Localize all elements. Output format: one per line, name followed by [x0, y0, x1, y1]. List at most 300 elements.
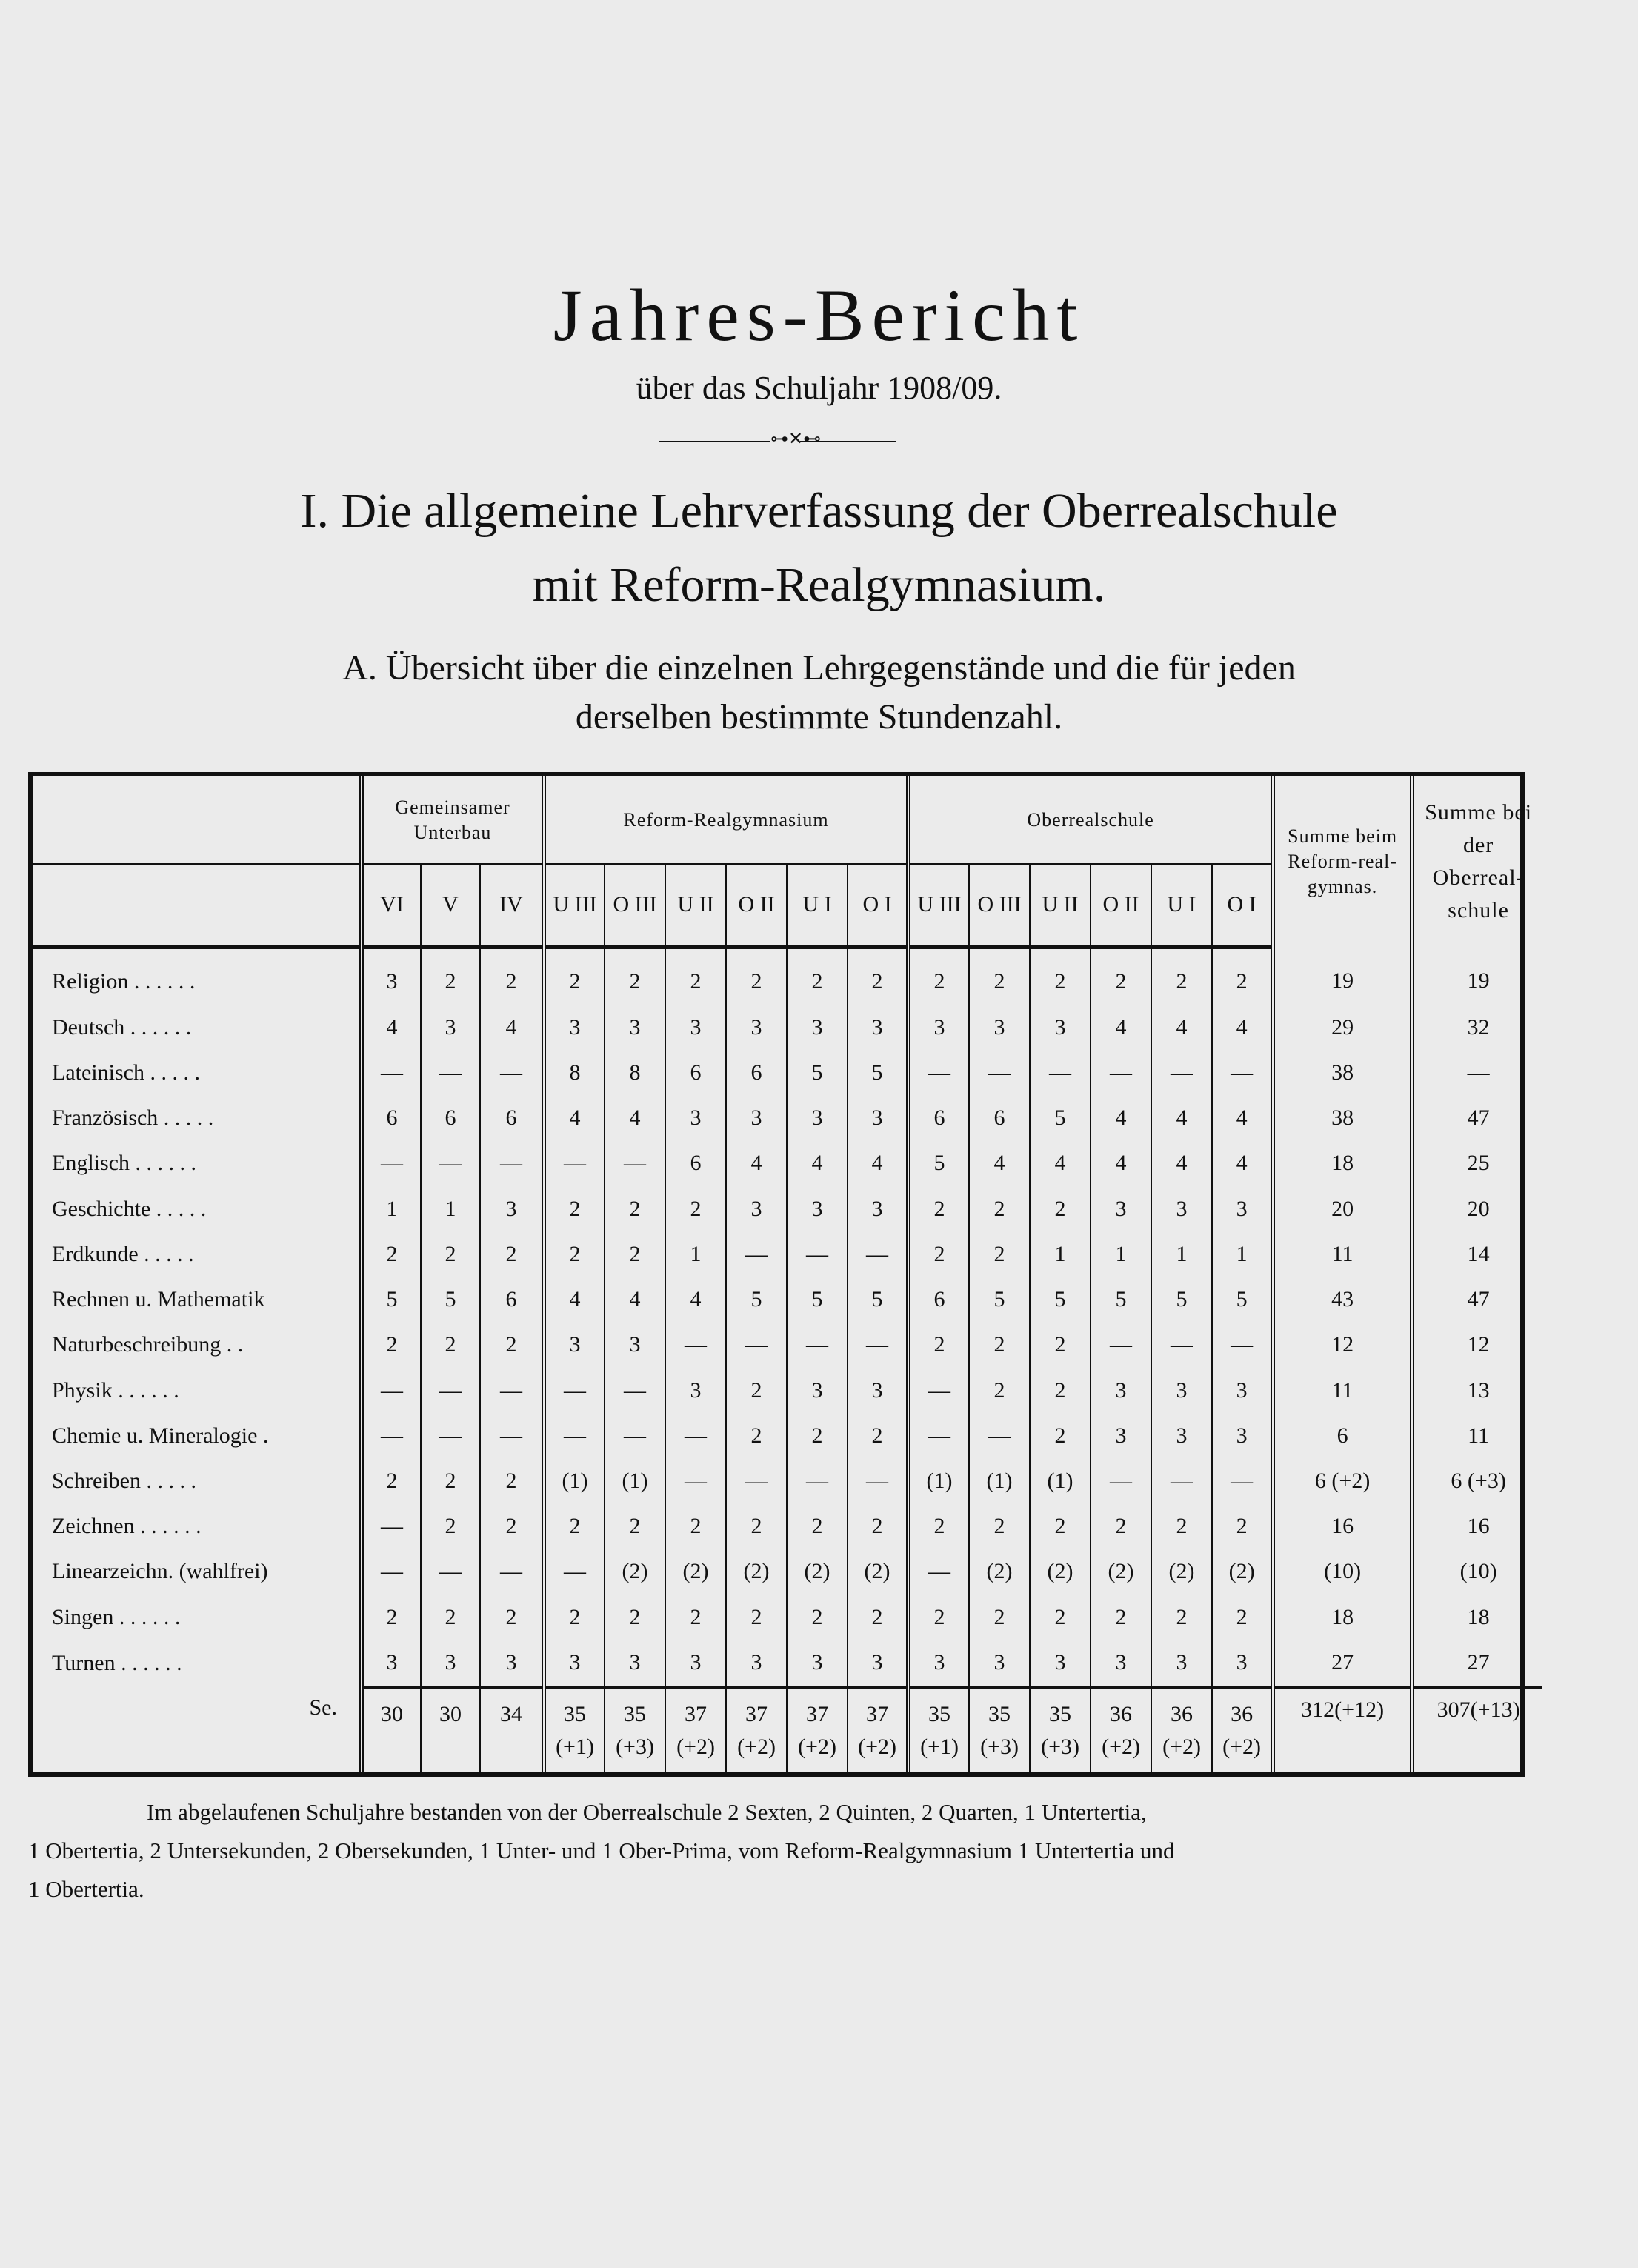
- hours-cell: 3: [1091, 1413, 1151, 1458]
- section-heading-line2: mit Reform-Realgymnasium.: [532, 558, 1106, 612]
- hours-cell: —: [848, 1458, 908, 1503]
- lesson-hours-table: [28, 772, 1533, 1777]
- subject-cell: Englisch . . . . . .: [52, 1151, 196, 1176]
- hours-cell: 2: [480, 947, 544, 1005]
- hours-cell: 2: [1030, 1413, 1091, 1458]
- column-header-1: V: [421, 864, 480, 947]
- subject-cell: Religion . . . . . .: [52, 969, 196, 994]
- hours-cell: 3: [726, 1186, 787, 1231]
- hours-cell: 5: [362, 1277, 421, 1322]
- hours-cell: 4: [1212, 1096, 1273, 1141]
- hours-cell: 6: [969, 1096, 1030, 1141]
- totals-value: 35: [564, 1701, 587, 1726]
- table-row: [33, 1458, 1542, 1503]
- sum-reform-cell: 18: [1273, 1141, 1412, 1186]
- table-row: [33, 1050, 1542, 1095]
- hours-cell: (2): [787, 1549, 848, 1594]
- sum-ober-cell: —: [1412, 1050, 1542, 1095]
- hours-cell: 5: [1212, 1277, 1273, 1322]
- sum-ober-cell: 18: [1412, 1594, 1542, 1640]
- hours-cell: —: [1091, 1050, 1151, 1095]
- totals-cell: [848, 1687, 908, 1772]
- report-subtitle: über das Schuljahr 1908/09.: [636, 370, 1002, 406]
- hours-cell: 2: [1212, 947, 1273, 1005]
- table-row: [33, 1096, 1542, 1141]
- hours-cell: (1): [544, 1458, 605, 1503]
- hours-cell: 2: [362, 1323, 421, 1368]
- hours-cell: 3: [787, 1005, 848, 1050]
- footnote-line2: 1 Obertertia, 2 Untersekunden, 2 Obersekunden, 1 Unter- und 1 Ober-Prima, vom Reform-Realgymnasium 1 Untertertia und: [28, 1838, 1175, 1863]
- hours-cell: 2: [421, 1231, 480, 1277]
- hours-cell: (2): [726, 1549, 787, 1594]
- hours-cell: 2: [1091, 1504, 1151, 1549]
- hours-cell: 2: [421, 1594, 480, 1640]
- hours-cell: 4: [1091, 1096, 1151, 1141]
- hours-cell: —: [726, 1231, 787, 1277]
- hours-cell: —: [421, 1413, 480, 1458]
- subject-cell: Geschichte . . . . .: [52, 1196, 207, 1221]
- sum-reform-cell: 11: [1273, 1231, 1412, 1277]
- hours-cell: 4: [665, 1277, 726, 1322]
- hours-cell: 2: [544, 1504, 605, 1549]
- hours-cell: 6: [480, 1277, 544, 1322]
- hours-cell: 3: [605, 1323, 665, 1368]
- hours-cell: 4: [848, 1141, 908, 1186]
- hours-cell: —: [1030, 1050, 1091, 1095]
- hours-cell: 2: [969, 1594, 1030, 1640]
- group-sum-reform: Summe beim Reform-real-gymnas.: [1273, 776, 1412, 947]
- totals-extra: (+2): [1102, 1734, 1140, 1759]
- hours-cell: 2: [908, 947, 969, 1005]
- hours-cell: —: [908, 1549, 969, 1594]
- totals-cell: [969, 1687, 1030, 1772]
- hours-cell: —: [787, 1231, 848, 1277]
- hours-cell: 4: [480, 1005, 544, 1050]
- hours-cell: 3: [665, 1640, 726, 1687]
- column-header-3: U III: [544, 864, 605, 947]
- hours-cell: 4: [1091, 1005, 1151, 1050]
- hours-cell: 3: [787, 1186, 848, 1231]
- sum-reform-cell: 29: [1273, 1005, 1412, 1050]
- totals-value: 30: [381, 1701, 403, 1726]
- hours-cell: 2: [1151, 1504, 1212, 1549]
- hours-cell: (2): [848, 1549, 908, 1594]
- totals-cell: [421, 1687, 480, 1772]
- table-row: [33, 1413, 1542, 1458]
- header-subject-blank: [33, 864, 362, 947]
- subject-cell: Naturbeschreibung . .: [52, 1332, 244, 1357]
- hours-cell: 4: [544, 1277, 605, 1322]
- hours-cell: 6: [908, 1096, 969, 1141]
- totals-value: 36: [1231, 1701, 1254, 1726]
- hours-cell: 3: [1091, 1368, 1151, 1413]
- hours-cell: 2: [665, 1504, 726, 1549]
- sum-reform-cell: 12: [1273, 1323, 1412, 1368]
- footnote: [28, 1793, 1525, 1909]
- hours-cell: —: [665, 1323, 726, 1368]
- subject-cell: Französisch . . . . .: [52, 1105, 214, 1131]
- hours-cell: 3: [665, 1096, 726, 1141]
- hours-cell: 3: [908, 1005, 969, 1050]
- column-header-12: O II: [1091, 864, 1151, 947]
- footnote-line3: 1 Obertertia.: [28, 1876, 144, 1902]
- hours-cell: 5: [848, 1277, 908, 1322]
- hours-cell: 3: [1151, 1413, 1212, 1458]
- sum-reform-cell: (10): [1273, 1549, 1412, 1594]
- table-row: [33, 1186, 1542, 1231]
- table-row: [33, 1277, 1542, 1322]
- table-row: [33, 1594, 1542, 1640]
- hours-cell: 4: [1091, 1141, 1151, 1186]
- hours-cell: 2: [969, 1368, 1030, 1413]
- hours-cell: 6: [362, 1096, 421, 1141]
- subject-cell: Rechnen u. Mathematik: [52, 1287, 265, 1312]
- subject-cell: Erdkunde . . . . .: [52, 1241, 194, 1266]
- hours-cell: 1: [665, 1231, 726, 1277]
- totals-value: 36: [1110, 1701, 1133, 1726]
- totals-extra: [422, 1731, 479, 1763]
- sum-ober-cell: 47: [1412, 1277, 1542, 1322]
- subsection-heading-line2: derselben bestimmte Stundenzahl.: [575, 697, 1063, 736]
- sum-reform-cell: 18: [1273, 1594, 1412, 1640]
- sum-reform-cell: 16: [1273, 1504, 1412, 1549]
- totals-value: 35: [928, 1701, 951, 1726]
- table-body: [33, 947, 1542, 1772]
- hours-cell: 3: [421, 1005, 480, 1050]
- hours-cell: 1: [1091, 1231, 1151, 1277]
- hours-cell: —: [480, 1368, 544, 1413]
- hours-cell: 3: [605, 1005, 665, 1050]
- hours-cell: 2: [421, 1504, 480, 1549]
- hours-cell: 2: [726, 1504, 787, 1549]
- report-title: Jahres-Bericht: [553, 274, 1085, 356]
- hours-cell: 2: [908, 1594, 969, 1640]
- hours-cell: 2: [480, 1231, 544, 1277]
- table-row: [33, 1231, 1542, 1277]
- sum-ober-cell: 6 (+3): [1412, 1458, 1542, 1503]
- hours-cell: 2: [969, 1504, 1030, 1549]
- hours-cell: 2: [1212, 1504, 1273, 1549]
- hours-cell: —: [605, 1368, 665, 1413]
- hours-cell: 3: [480, 1640, 544, 1687]
- ornament-icon: ⊶✕⊷: [770, 428, 822, 449]
- totals-cell: [908, 1687, 969, 1772]
- hours-cell: —: [787, 1458, 848, 1503]
- hours-cell: 2: [969, 947, 1030, 1005]
- hours-cell: 3: [665, 1368, 726, 1413]
- hours-cell: 3: [848, 1096, 908, 1141]
- hours-cell: 1: [1212, 1231, 1273, 1277]
- hours-cell: —: [848, 1231, 908, 1277]
- sum-ober-cell: 20: [1412, 1186, 1542, 1231]
- sum-reform-cell: 38: [1273, 1050, 1412, 1095]
- hours-cell: —: [362, 1141, 421, 1186]
- subject-cell: Lateinisch . . . . .: [52, 1060, 200, 1085]
- hours-cell: 3: [787, 1640, 848, 1687]
- hours-cell: —: [665, 1413, 726, 1458]
- hours-cell: 6: [480, 1096, 544, 1141]
- hours-cell: 2: [665, 947, 726, 1005]
- hours-cell: 2: [1151, 947, 1212, 1005]
- totals-extra: (+2): [676, 1734, 715, 1759]
- table-row: [33, 1549, 1542, 1594]
- hours-cell: 2: [787, 1413, 848, 1458]
- sum-ober-cell: 16: [1412, 1504, 1542, 1549]
- hours-cell: 2: [787, 1594, 848, 1640]
- table-row: [33, 1005, 1542, 1050]
- hours-cell: —: [726, 1323, 787, 1368]
- hours-cell: —: [665, 1458, 726, 1503]
- hours-cell: 4: [1212, 1141, 1273, 1186]
- hours-cell: 3: [787, 1096, 848, 1141]
- hours-cell: (2): [605, 1549, 665, 1594]
- hours-cell: 2: [605, 1186, 665, 1231]
- section-heading-line1: I. Die allgemeine Lehrverfassung der Oberrealschule: [300, 484, 1338, 538]
- hours-cell: 2: [726, 947, 787, 1005]
- hours-cell: 3: [480, 1186, 544, 1231]
- hours-cell: 5: [726, 1277, 787, 1322]
- hours-cell: —: [544, 1413, 605, 1458]
- hours-cell: 6: [665, 1050, 726, 1095]
- hours-cell: 1: [421, 1186, 480, 1231]
- hours-cell: 2: [362, 1458, 421, 1503]
- hours-cell: 4: [1030, 1141, 1091, 1186]
- subject-cell: Chemie u. Mineralogie .: [52, 1423, 269, 1448]
- subject-cell: Singen . . . . . .: [52, 1604, 181, 1629]
- hours-cell: 2: [1212, 1594, 1273, 1640]
- hours-cell: 2: [480, 1323, 544, 1368]
- hours-cell: 2: [1091, 1594, 1151, 1640]
- hours-cell: 3: [544, 1640, 605, 1687]
- hours-cell: 2: [480, 1594, 544, 1640]
- hours-cell: 3: [665, 1005, 726, 1050]
- hours-cell: 2: [1030, 1368, 1091, 1413]
- hours-cell: 2: [421, 1323, 480, 1368]
- sum-ober-cell: 19: [1412, 947, 1542, 1005]
- hours-cell: 2: [1030, 1594, 1091, 1640]
- hours-cell: —: [480, 1141, 544, 1186]
- subsection-heading-line1: A. Übersicht über die einzelnen Lehrgegenstände und die für jeden: [342, 648, 1296, 688]
- totals-value: 35: [988, 1701, 1011, 1726]
- group-sum-ober: Summe bei der Oberreal-schule: [1412, 776, 1542, 947]
- hours-cell: 5: [421, 1277, 480, 1322]
- hours-cell: 2: [1091, 947, 1151, 1005]
- hours-cell: 4: [969, 1141, 1030, 1186]
- column-header-4: O III: [605, 864, 665, 947]
- hours-cell: —: [1091, 1323, 1151, 1368]
- hours-cell: 8: [605, 1050, 665, 1095]
- hours-cell: 3: [908, 1640, 969, 1687]
- hours-cell: 5: [848, 1050, 908, 1095]
- hours-cell: (2): [665, 1549, 726, 1594]
- totals-value: 37: [866, 1701, 889, 1726]
- hours-cell: —: [421, 1368, 480, 1413]
- hours-cell: —: [787, 1323, 848, 1368]
- hours-cell: —: [1212, 1050, 1273, 1095]
- hours-cell: 2: [787, 947, 848, 1005]
- totals-extra: (+1): [556, 1734, 594, 1759]
- column-header-5: U II: [665, 864, 726, 947]
- hours-cell: 3: [544, 1323, 605, 1368]
- hours-cell: 2: [1030, 1323, 1091, 1368]
- hours-cell: —: [362, 1413, 421, 1458]
- hours-cell: 1: [1030, 1231, 1091, 1277]
- totals-extra: [481, 1731, 542, 1763]
- subject-cell: Zeichnen . . . . . .: [52, 1514, 202, 1539]
- hours-cell: 2: [1030, 947, 1091, 1005]
- table-row: [33, 1323, 1542, 1368]
- hours-cell: —: [605, 1141, 665, 1186]
- hours-cell: 2: [908, 1323, 969, 1368]
- hours-cell: 6: [726, 1050, 787, 1095]
- totals-sum-reform: 312(+12): [1273, 1687, 1412, 1772]
- sum-ober-cell: (10): [1412, 1549, 1542, 1594]
- hours-cell: 2: [544, 1231, 605, 1277]
- sum-reform-cell: 11: [1273, 1368, 1412, 1413]
- totals-value: 37: [745, 1701, 768, 1726]
- hours-cell: 3: [362, 1640, 421, 1687]
- sum-ober-cell: 25: [1412, 1141, 1542, 1186]
- hours-cell: 5: [908, 1141, 969, 1186]
- hours-cell: —: [908, 1368, 969, 1413]
- group-reform: Reform-Realgymnasium: [544, 776, 908, 864]
- totals-cell: [605, 1687, 665, 1772]
- hours-cell: —: [362, 1504, 421, 1549]
- totals-extra: (+3): [616, 1734, 654, 1759]
- hours-cell: —: [421, 1549, 480, 1594]
- hours-cell: —: [362, 1050, 421, 1095]
- footnote-line1: Im abgelaufenen Schuljahre bestanden von der Oberrealschule 2 Sexten, 2 Quinten, 2 Quarten, 1 Untertertia,: [147, 1799, 1147, 1825]
- column-header-9: U III: [908, 864, 969, 947]
- hours-cell: 4: [605, 1277, 665, 1322]
- hours-cell: —: [908, 1413, 969, 1458]
- sum-reform-cell: 6 (+2): [1273, 1458, 1412, 1503]
- hours-cell: 2: [605, 1504, 665, 1549]
- sum-reform-cell: 43: [1273, 1277, 1412, 1322]
- hours-cell: 4: [1212, 1005, 1273, 1050]
- totals-extra: (+3): [980, 1734, 1019, 1759]
- table-row: [33, 1141, 1542, 1186]
- hours-cell: 3: [848, 1368, 908, 1413]
- totals-cell: [1212, 1687, 1273, 1772]
- hours-cell: 2: [362, 1231, 421, 1277]
- hours-cell: (1): [969, 1458, 1030, 1503]
- hours-cell: 8: [544, 1050, 605, 1095]
- hours-cell: —: [1151, 1458, 1212, 1503]
- hours-cell: 5: [1030, 1096, 1091, 1141]
- hours-cell: 5: [1151, 1277, 1212, 1322]
- totals-value: 34: [500, 1701, 522, 1726]
- hours-cell: 3: [605, 1640, 665, 1687]
- column-header-0: VI: [362, 864, 421, 947]
- hours-cell: —: [544, 1549, 605, 1594]
- column-header-2: IV: [480, 864, 544, 947]
- hours-cell: 2: [1030, 1504, 1091, 1549]
- table-row: [33, 947, 1542, 1005]
- totals-cell: [544, 1687, 605, 1772]
- column-header-10: O III: [969, 864, 1030, 947]
- hours-cell: 2: [969, 1231, 1030, 1277]
- hours-cell: 4: [1151, 1005, 1212, 1050]
- hours-cell: (1): [605, 1458, 665, 1503]
- hours-cell: 3: [787, 1368, 848, 1413]
- hours-cell: —: [480, 1413, 544, 1458]
- totals-cell: [480, 1687, 544, 1772]
- sum-reform-cell: 19: [1273, 947, 1412, 1005]
- hours-cell: 3: [362, 947, 421, 1005]
- subject-cell: Turnen . . . . . .: [52, 1651, 182, 1676]
- totals-extra: (+2): [737, 1734, 776, 1759]
- totals-sum-ober: 307(+13): [1412, 1687, 1542, 1772]
- sum-ober-cell: 12: [1412, 1323, 1542, 1368]
- hours-cell: 2: [544, 1186, 605, 1231]
- hours-cell: 3: [1030, 1640, 1091, 1687]
- hours-cell: (1): [1030, 1458, 1091, 1503]
- totals-extra: (+3): [1041, 1734, 1079, 1759]
- hours-cell: 2: [908, 1186, 969, 1231]
- column-header-7: U I: [787, 864, 848, 947]
- totals-extra: (+2): [798, 1734, 836, 1759]
- hours-cell: —: [1151, 1050, 1212, 1095]
- hours-cell: —: [480, 1050, 544, 1095]
- hours-cell: 5: [1030, 1277, 1091, 1322]
- hours-cell: —: [480, 1549, 544, 1594]
- table-row: [33, 1368, 1542, 1413]
- hours-cell: —: [421, 1141, 480, 1186]
- sum-reform-cell: 27: [1273, 1640, 1412, 1687]
- hours-cell: 2: [1151, 1594, 1212, 1640]
- hours-cell: 2: [726, 1594, 787, 1640]
- hours-cell: (2): [1151, 1549, 1212, 1594]
- hours-cell: 2: [362, 1594, 421, 1640]
- totals-value: 37: [685, 1701, 708, 1726]
- hours-cell: 2: [726, 1368, 787, 1413]
- hours-cell: 2: [848, 1504, 908, 1549]
- hours-cell: 1: [1151, 1231, 1212, 1277]
- totals-row: [33, 1687, 1542, 1772]
- hours-cell: 3: [1212, 1413, 1273, 1458]
- totals-value: 37: [806, 1701, 829, 1726]
- column-header-13: U I: [1151, 864, 1212, 947]
- hours-cell: 3: [726, 1096, 787, 1141]
- sum-reform-cell: 38: [1273, 1096, 1412, 1141]
- hours-cell: 5: [1091, 1277, 1151, 1322]
- hours-cell: —: [362, 1368, 421, 1413]
- hours-cell: 2: [544, 1594, 605, 1640]
- hours-cell: 4: [1151, 1096, 1212, 1141]
- hours-cell: 2: [848, 947, 908, 1005]
- hours-cell: 2: [969, 1186, 1030, 1231]
- sum-ober-cell: 27: [1412, 1640, 1542, 1687]
- hours-cell: 2: [480, 1504, 544, 1549]
- hours-cell: 5: [787, 1050, 848, 1095]
- hours-cell: —: [362, 1549, 421, 1594]
- hours-cell: —: [1091, 1458, 1151, 1503]
- hours-cell: —: [1212, 1458, 1273, 1503]
- hours-cell: 2: [908, 1504, 969, 1549]
- hours-cell: (2): [1091, 1549, 1151, 1594]
- hours-cell: 2: [421, 947, 480, 1005]
- sum-reform-cell: 6: [1273, 1413, 1412, 1458]
- hours-cell: 4: [787, 1141, 848, 1186]
- hours-cell: 5: [969, 1277, 1030, 1322]
- hours-cell: 3: [969, 1640, 1030, 1687]
- totals-cell: [1030, 1687, 1091, 1772]
- hours-cell: 2: [605, 947, 665, 1005]
- hours-cell: 1: [362, 1186, 421, 1231]
- group-unterbau: Gemeinsamer Unterbau: [362, 776, 544, 864]
- hours-cell: 3: [726, 1005, 787, 1050]
